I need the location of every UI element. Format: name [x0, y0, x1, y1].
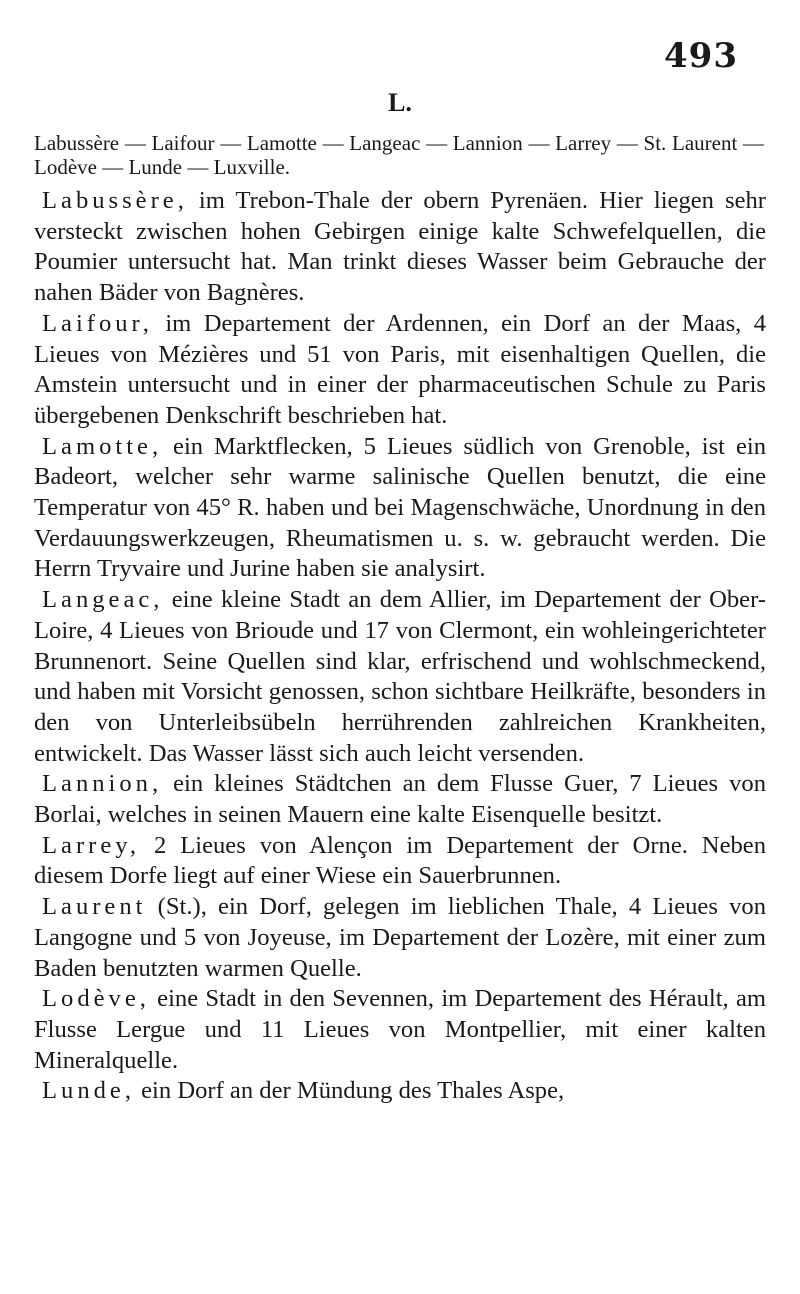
entry-larrey	[34, 831, 766, 892]
entry-lunde	[34, 1076, 766, 1107]
entry-head: Lamotte,	[42, 432, 163, 460]
entry-text: 2 Lieues von Alençon im Departement der Orne. Neben diesem Dorfe liegt auf einer Wiese ein Sauerbrunnen.	[34, 831, 766, 890]
entry-laurent	[34, 892, 766, 984]
entry-text: eine Stadt in den Sevennen, im Departement des Hérault, am Flusse Lergue und 11 Lieues von Montpellier, mit einer kalten Mineralquelle.	[34, 985, 766, 1074]
entry-laifour	[34, 309, 766, 432]
entry-head: Lannion,	[42, 770, 163, 798]
entry-labussere	[34, 186, 766, 309]
entry-index-line: Labussère — Laifour — Lamotte — Langeac — Lannion — Larrey — St. Laurent — Lodève — Lunde — Luxville.	[34, 131, 764, 179]
entry-head: Larrey,	[42, 831, 141, 859]
entry-text: im Trebon-Thale der obern Pyrenäen. Hier liegen sehr versteckt zwischen hohen Gebirgen einige kalte Schwefelquellen, die Poumier untersucht hat. Man trinkt dieses Wasser beim Gebrauche der nahen Bäder von Bagnères.	[34, 187, 766, 307]
entry-head: Labussère,	[42, 187, 188, 214]
entry-lodeve	[34, 984, 766, 1076]
section-letter: L.	[388, 88, 412, 117]
entry-text: (St.), ein Dorf, gelegen im lieblichen Thale, 4 Lieues von Langogne und 5 von Joyeuse, im Departement der Lozère, mit einer zum Baden benutzten warmen Quelle.	[34, 893, 766, 982]
entry-text: ein kleines Städtchen an dem Flusse Guer, 7 Lieues von Borlai, welches in seinen Mauern eine kalte Eisenquelle besitzt.	[34, 770, 766, 829]
entries-body	[34, 186, 766, 1107]
entry-langeac	[34, 585, 766, 769]
entry-lannion	[34, 769, 766, 830]
entry-head: Langeac,	[42, 586, 164, 614]
entry-head: Laifour,	[42, 309, 153, 337]
entry-text: ein Dorf an der Mündung des Thales Aspe,	[134, 1077, 565, 1105]
entry-text: im Departement der Ardennen, ein Dorf an der Maas, 4 Lieues von Mézières und 51 von Paris, mit eisenhaltigen Quellen, die Amstein untersucht und in einer der pharmaceutischen Schule zu Paris übergebenen Denkschrift beschrieben hat.	[34, 309, 766, 429]
entry-head: Laurent	[42, 893, 147, 921]
entry-lamotte	[34, 432, 766, 586]
entry-head: Lunde,	[42, 1077, 135, 1105]
page-number: 493	[664, 36, 738, 76]
entry-head: Lodève,	[42, 985, 150, 1013]
entry-text: ein Marktflecken, 5 Lieues südlich von Grenoble, ist ein Badeort, welcher sehr warme salinische Quellen benutzt, die eine Temperatur von 45° R. haben und bei Magenschwäche, Unordnung in den Verdauungswerkzeugen, Rheumatismen u. s. w. gebraucht werden. Die Herrn Tryvaire und Jurine haben sie analysirt.	[34, 432, 766, 583]
entry-text: eine kleine Stadt an dem Allier, im Departement der Ober-Loire, 4 Lieues von Brioude und 17 von Clermont, ein wohleingerichteter Brunnenort. Seine Quellen sind klar, erfrischend und wohlschmeckend, und haben mit Vorsicht genossen, schon sichtbare Heilkräfte, besonders in den von Unterleibsübeln herrührenden zahlreichen Krankheiten, entwickelt. Das Wasser lässt sich auch leicht versenden.	[34, 586, 766, 767]
